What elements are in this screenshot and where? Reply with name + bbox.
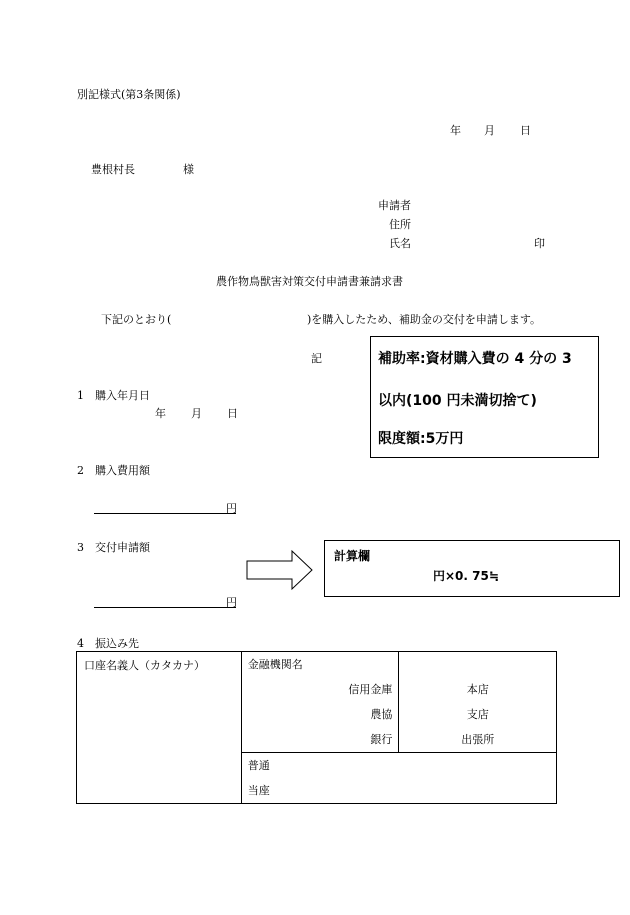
purchase-cost-field[interactable]: [94, 513, 236, 514]
subsidy-limit-text: 限度額:5万円: [378, 431, 464, 447]
branch-type-office: 出張所: [461, 733, 495, 746]
purchase-year-label: 年: [155, 407, 166, 420]
calc-box: [324, 540, 620, 597]
right-arrow-icon: [245, 549, 315, 591]
purchase-cost-label: 2 購入費用額: [77, 464, 150, 477]
addressee-suffix: 様: [183, 163, 194, 176]
account-type-cell[interactable]: [241, 753, 556, 779]
inst-type-nokyo: 農協: [370, 708, 393, 721]
grant-amount-field[interactable]: [94, 607, 236, 608]
grant-amount-unit: 円: [226, 596, 237, 609]
calc-formula[interactable]: 円×0. 75≒: [433, 569, 499, 583]
ki-heading: 記: [311, 352, 322, 365]
account-type-toza: 当座: [247, 784, 270, 797]
purchase-cost-unit: 円: [226, 502, 237, 515]
applicant-address-label: 住所: [389, 218, 411, 231]
date-month-label: 月: [484, 124, 495, 137]
grant-amount-label: 3 交付申請額: [77, 541, 150, 554]
account-type-futsu: 普通: [247, 759, 270, 772]
inst-type-bank: 銀行: [370, 733, 393, 746]
purchase-day-label: 日: [227, 407, 238, 420]
date-year-label: 年: [450, 124, 461, 137]
subsidy-note-box: [370, 336, 599, 458]
seal-mark: 印: [534, 237, 545, 250]
branch-type-main: 本店: [466, 683, 489, 696]
subsidy-rate-text: 補助率:資材購入費の 4 分の 3: [378, 351, 572, 367]
intro-prefix: 下記のとおり(: [101, 313, 172, 326]
purchase-date-label: 1 購入年月日: [77, 389, 150, 402]
intro-suffix: )を購入したため、補助金の交付を申請します。: [307, 313, 541, 326]
branch-cell[interactable]: [399, 652, 557, 753]
account-type-cell-2[interactable]: [241, 778, 556, 804]
applicant-label: 申請者: [378, 199, 411, 212]
calc-title: 計算欄: [334, 549, 371, 563]
addressee-name: 豊根村長: [91, 163, 135, 176]
subsidy-rounding-text: 以内(100 円未満切捨て): [378, 393, 537, 409]
form-number: 別記様式(第3条関係): [77, 88, 181, 101]
inst-type-shinkin: 信用金庫: [348, 683, 393, 696]
transfer-label: 4 振込み先: [77, 637, 139, 650]
account-holder-cell[interactable]: [77, 652, 242, 804]
branch-type-branch: 支店: [466, 708, 489, 721]
date-day-label: 日: [520, 124, 531, 137]
document-title: 農作物鳥獣害対策交付申請書兼請求書: [216, 275, 403, 288]
institution-cell[interactable]: [241, 652, 399, 753]
bank-account-table: [76, 651, 557, 804]
institution-label: 金融機関名: [247, 658, 303, 671]
account-holder-label: 口座名義人（カタカナ）: [84, 659, 205, 672]
purchase-month-label: 月: [191, 407, 202, 420]
applicant-name-label: 氏名: [389, 237, 411, 250]
